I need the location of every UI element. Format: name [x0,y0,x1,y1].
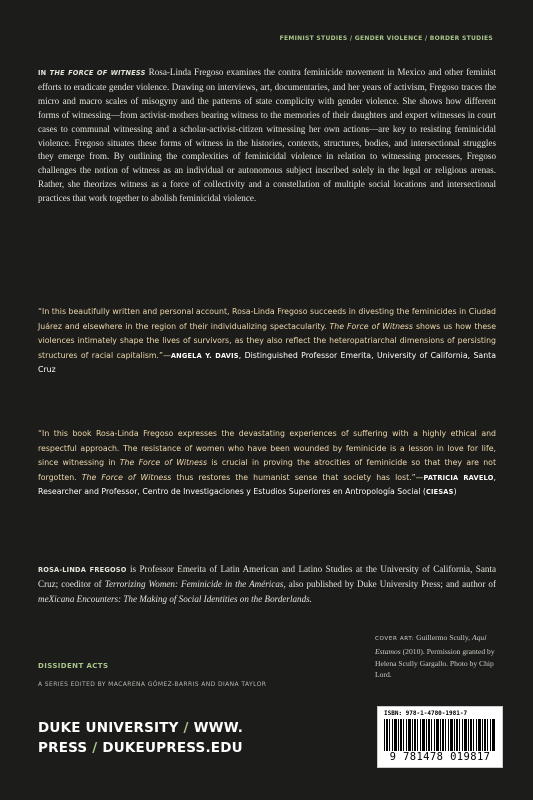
author-bio [38,562,496,606]
subject-border-studies: BORDER STUDIES [429,35,493,42]
publisher-name: DUKE UNIVERSITY [38,720,179,736]
publisher-name: PRESS [38,740,88,756]
blurb-book-title: The Force of Witness [329,321,413,331]
subject-separator: / [349,35,353,42]
blurb-author-affiliation: , Researcher and Professor, Centro de Investigaciones y Estudios Superiores en Antropología Social ( [38,472,496,497]
publisher-url: DUKEUPRESS.EDU [102,740,243,756]
subject-categories [280,35,493,42]
credit-work-title: Aquí Estamos [375,633,487,656]
blurb-author-affiliation: ) [453,487,457,497]
subject-gender-violence: GENDER VIOLENCE [354,35,423,42]
publisher-line-2 [38,738,243,758]
blurb-text: is crucial in proving the atrocities of feminicide so that they are not forgotten. [38,458,496,482]
bio-book-title: meXicana Encounters: The Making of Social Identities on the Borderlands. [38,593,312,604]
blurb-ravelo [38,427,496,500]
barcode-bars [384,719,496,753]
lead-prefix: IN [38,69,47,77]
publisher-line-1 [38,718,243,738]
subject-feminist-studies: FEMINIST STUDIES [279,35,348,42]
description-body: Rosa-Linda Fregoso examines the contra feminicide movement in Mexico and other feminist efforts to eradicate gender violence. Drawing on interviews, art, documentaries, and her years of activism, Fregoso traces the micro and macro scales of misogyny and the patterns of state complicity with gender violence. She shows how different forms of witnessing—from activist-mothers bearing witness to the memories of their daughters and expert witnesses in court cases to communal witnessing and a scholar-activist-citizen witnessing her own actions—are key to resisting feminicidal violence. Fregoso situates these forms of witness in the histories, contexts, structures, bodies, and intersectional struggles they emerge from. By outlining the complexities of feminicidal violence in relation to witnessing processes, Fregoso challenges the notion of witness as an individual or autonomous subject inscribed solely in the legal or religious arenas. Rather, she theorizes witness as a force of collectivity and a constellation of multiple social locations and intersectional practices that work together to abolish feminicidal violence. [38,67,497,204]
book-description [38,66,496,206]
series-editors: A SERIES EDITED BY MACARENA GÓMEZ-BARRIS AND DIANA TAYLOR [38,681,267,688]
blurb-text: “In this beautifully written and personal account, Rosa-Linda Fregoso succeeds in divesting the feminicides in Ciudad Juárez and elsewhere in the region of their individualizing spectacularity. [38,307,496,331]
publisher-logo [38,718,243,758]
credit-artist: Guillermo Scully, [416,633,471,642]
slash-separator: / [92,740,98,756]
bio-text: also published by Duke University Press; and author of [288,579,496,590]
description-lead [38,69,146,77]
credit-details: (2010). Permission granted by Helena Scully Gargallo. Photo by Chip Lord. [375,646,495,680]
blurb-org-abbreviation: CIESAS [425,488,454,497]
blurb-author-affiliation: , Distinguished Professor Emerita, University of California, Santa Cruz [38,350,496,375]
isbn-barcode [377,706,503,768]
blurb-davis [38,305,496,378]
blurb-book-title: The Force of Witness [119,458,208,468]
credit-label: COVER ART: [375,636,415,642]
blurb-text: shows us how these violences intimately shape the lives of survivors, as they also reflect the heteropatriarchal dimensions of persisting structures of racial capitalism.”— [38,321,496,360]
bio-author-name: ROSA-LINDA FREGOSO [38,566,127,574]
bio-book-title: Terrorizing Women: Feminicide in the Américas, [104,579,286,590]
blurb-text: thus restores the humanist sense that society has lost.”— [176,472,424,482]
barcode-digits: 9 781478 019817 [380,751,500,763]
blurb-text: “In this book Rosa-Linda Fregoso expresses the devastating experiences of suffering with a highly ethical and respectful approach. The resistance of women who have been wounded by feminicide is a lesson in love for life, since witnessing in [38,429,496,468]
blurb-book-title: The Force of Witness [81,472,172,482]
series-title: DISSIDENT ACTS [38,662,109,670]
isbn-label: ISBN: 978-1-4780-1981-7 [384,710,468,717]
lead-title: THE FORCE OF WITNESS [49,69,146,77]
slash-separator: / [183,720,189,736]
cover-art-credit [375,632,505,681]
bio-text: is Professor Emerita of Latin American and Latino Studies at the University of California, Santa Cruz; coeditor of [38,564,496,590]
blurb-author-name: ANGELA Y. DAVIS [170,351,239,360]
publisher-url-prefix: WWW. [193,720,244,736]
subject-separator: / [424,35,428,42]
blurb-author-name: PATRICIA RAVELO [423,473,494,482]
